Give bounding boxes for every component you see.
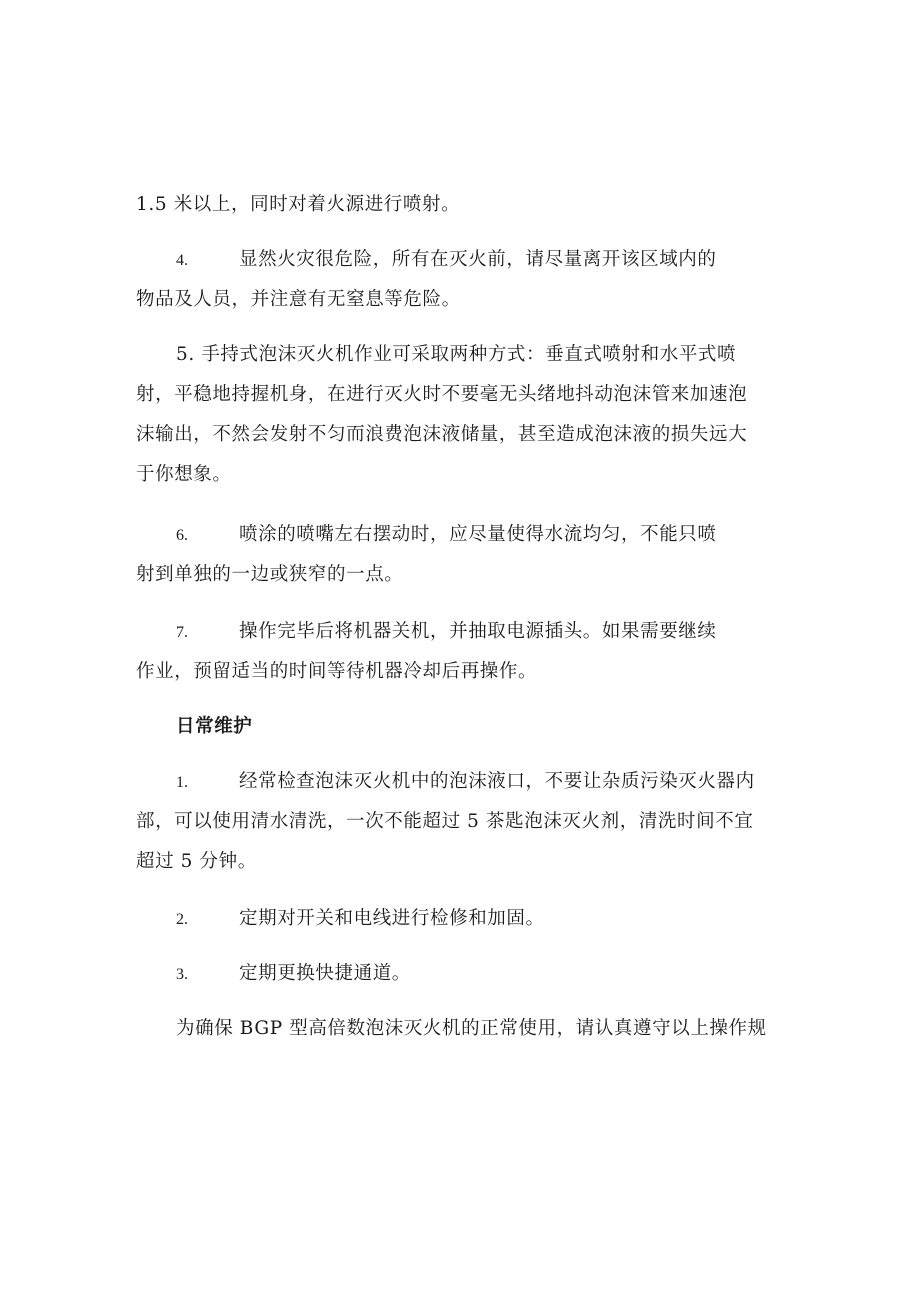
item-6-line-1: 喷涂的喷嘴左右摆动时，应尽量使得水流均匀，不能只喷 xyxy=(239,524,717,545)
list-number-4: 4. xyxy=(176,252,188,269)
list-number-6: 6. xyxy=(176,527,188,544)
maintenance-number-2: 2. xyxy=(176,911,188,928)
item-5-line-2: 射，平稳地持握机身，在进行灭火时不要毫无头绪地抖动泡沫管来加速泡 xyxy=(136,384,748,405)
maintenance-1-line-2: 部，可以使用清水清洗，一次不能超过 5 茶匙泡沫灭火剂，清洗时间不宜 xyxy=(136,811,754,832)
text-line-1-5m: 1.5 米以上，同时对着火源进行喷射。 xyxy=(136,194,461,215)
list-number-7: 7. xyxy=(176,624,188,641)
maintenance-number-3: 3. xyxy=(176,966,188,983)
maintenance-number-1: 1. xyxy=(176,774,188,791)
item-5-line-1: 5. 手持式泡沫灭火机作业可采取两种方式：垂直式喷射和水平式喷 xyxy=(176,344,737,365)
item-7-line-1: 操作完毕后将机器关机，并抽取电源插头。如果需要继续 xyxy=(239,621,717,642)
maintenance-3-line-1: 定期更换快捷通道。 xyxy=(239,963,411,984)
item-6-line-2: 射到单独的一边或狭窄的一点。 xyxy=(136,564,404,585)
item-5-line-4: 于你想象。 xyxy=(136,464,232,485)
section-heading-maintenance: 日常维护 xyxy=(176,716,253,737)
closing-line: 为确保 BGP 型高倍数泡沫灭火机的正常使用，请认真遵守以上操作规 xyxy=(176,1018,767,1039)
maintenance-1-line-3: 超过 5 分钟。 xyxy=(136,851,257,872)
item-4-line-2: 物品及人员，并注意有无窒息等危险。 xyxy=(136,289,461,310)
maintenance-2-line-1: 定期对开关和电线进行检修和加固。 xyxy=(239,908,545,929)
maintenance-1-line-1: 经常检查泡沫灭火机中的泡沫液口，不要让杂质污染灭火器内 xyxy=(239,771,755,792)
item-7-line-2: 作业，预留适当的时间等待机器冷却后再操作。 xyxy=(136,661,538,682)
item-4-line-1: 显然火灾很危险，所有在灭火前，请尽量离开该区域内的 xyxy=(239,249,717,270)
item-5-line-3: 沫输出，不然会发射不匀而浪费泡沫液储量，甚至造成泡沫液的损失远大 xyxy=(136,424,748,445)
